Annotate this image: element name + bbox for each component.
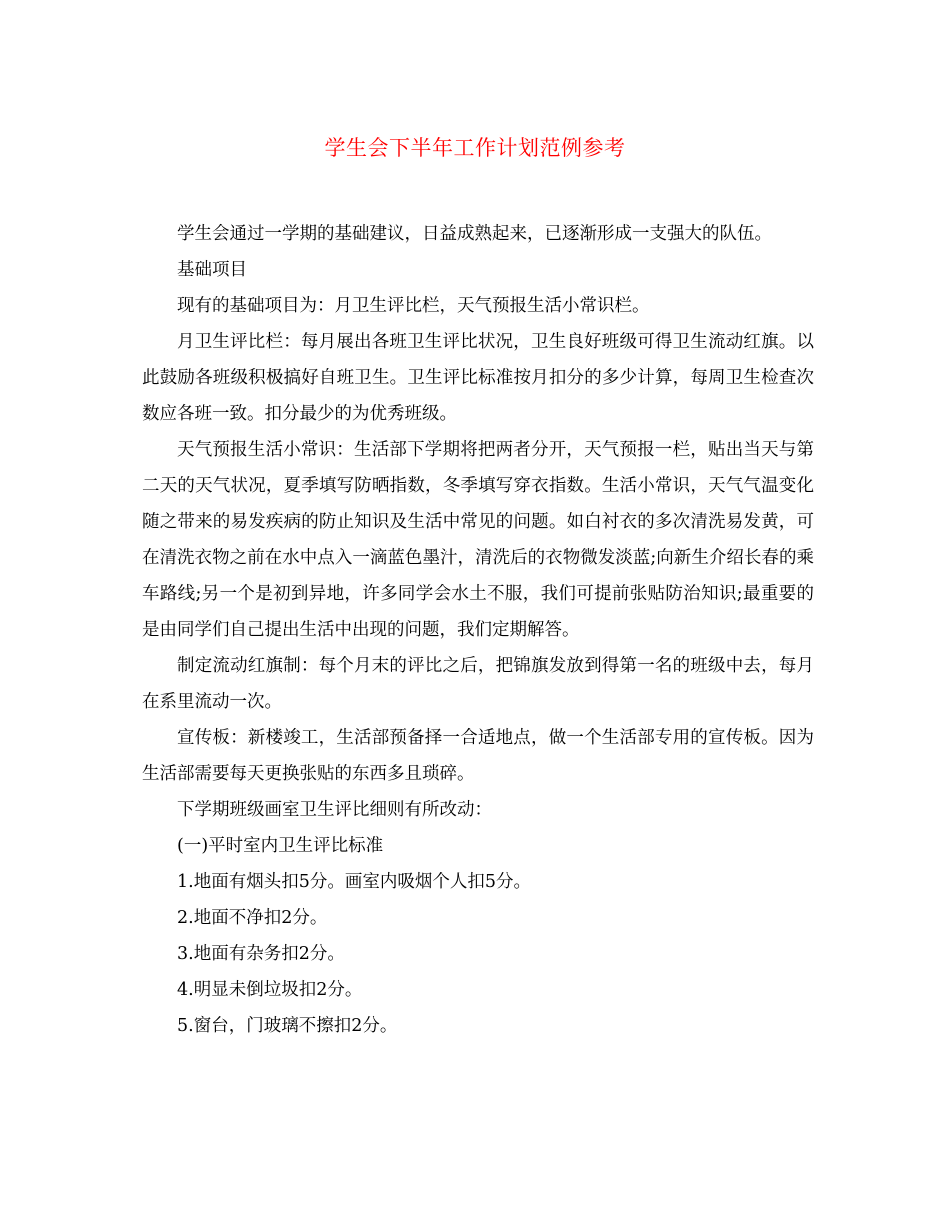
list-item-3: 3.地面有杂务扣2分。: [177, 944, 345, 964]
paragraph-publicity-board: 宣传板：新楼竣工，生活部预备择一合适地点，做一个生活部专用的宣传板。因为生活部需要每天更换张贴的东西多且琐碎。: [142, 728, 814, 784]
paragraph-hygiene-board: 月卫生评比栏：每月展出各班卫生评比状况，卫生良好班级可得卫生流动红旗。以此鼓励各班级积极搞好自班卫生。卫生评比标准按月扣分的多少计算，每周卫生检查次数应各班一致。扣分最少的为优秀班级。: [142, 332, 814, 424]
document-title: 学生会下半年工作计划范例参考: [324, 136, 626, 160]
paragraph-standard-heading: (一)平时室内卫生评比标准: [177, 836, 384, 856]
list-item-4: 4.明显未倒垃圾扣2分。: [177, 980, 363, 1000]
list-item-5: 5.窗台，门玻璃不擦扣2分。: [177, 1016, 398, 1036]
paragraph-section-heading: 基础项目: [177, 260, 247, 280]
list-item-2: 2.地面不净扣2分。: [177, 908, 328, 928]
paragraph-rule-changes: 下学期班级画室卫生评比细则有所改动：: [177, 800, 492, 820]
paragraph-existing-projects: 现有的基础项目为：月卫生评比栏，天气预报生活小常识栏。: [177, 296, 650, 316]
list-item-1: 1.地面有烟头扣5分。画室内吸烟个人扣5分。: [177, 872, 531, 892]
paragraph-weather-tips: 天气预报生活小常识：生活部下学期将把两者分开，天气预报一栏，贴出当天与第二天的天气状况，夏季填写防晒指数，冬季填写穿衣指数。生活小常识，天气气温变化随之带来的易发疾病的防止知识及生活中常见的问题。如白衬衣的多次清洗易发黄，可在清洗衣物之前在水中点入一滴蓝色墨汁，清洗后的衣物微发淡蓝;向新生介绍长春的乘车路线;另一个是初到异地，许多同学会水土不服，我们可提前张贴防治知识;最重要的是由同学们自己提出生活中出现的问题，我们定期解答。: [142, 440, 814, 640]
paragraph-red-flag: 制定流动红旗制：每个月末的评比之后，把锦旗发放到得第一名的班级中去，每月在系里流动一次。: [142, 656, 814, 712]
document-body: [142, 216, 814, 1044]
paragraph-intro: 学生会通过一学期的基础建议，日益成熟起来，已逐渐形成一支强大的队伍。: [177, 224, 772, 244]
